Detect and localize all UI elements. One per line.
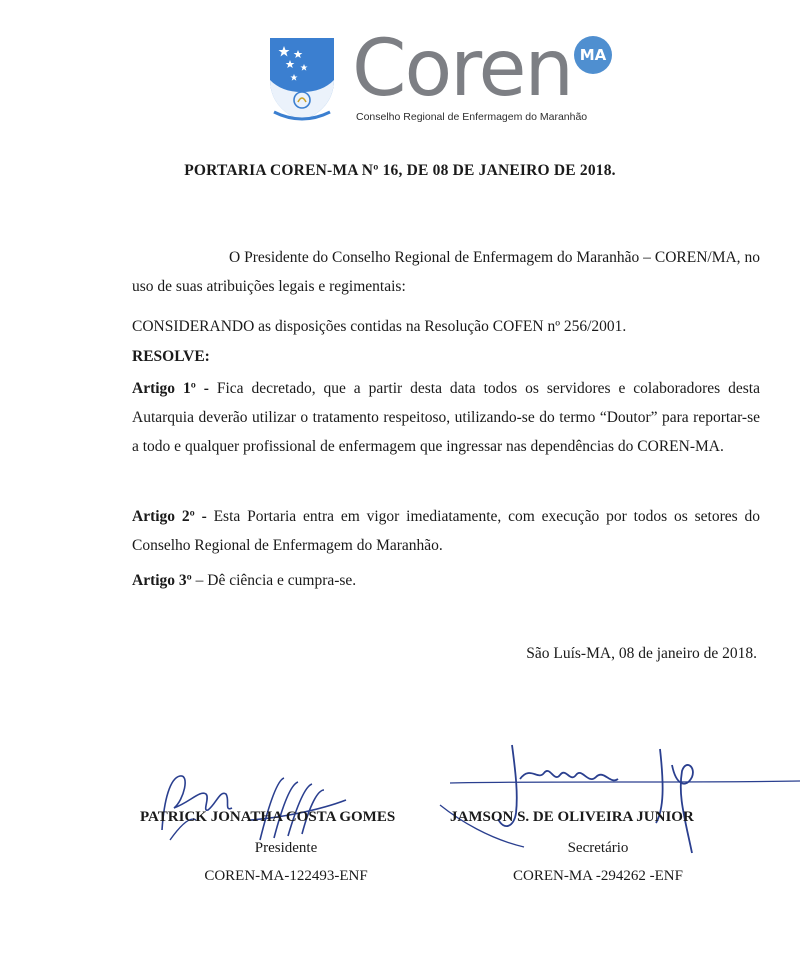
coren-logo [268,24,628,130]
president-role: Presidente [254,840,318,856]
president-name: PATRICK JONATHA COSTA GOMES [140,809,396,825]
brand-badge: MA [574,36,612,74]
considerando-paragraph: CONSIDERANDO as disposições contidas na Resolução COFEN nº 256/2001. [132,318,627,335]
article-3-label: Artigo 3º [132,572,192,589]
president-signature [150,760,360,850]
intro-paragraph: O Presidente do Conselho Regional de Enfermagem do Maranhão – COREN/MA, no uso de suas atribuições legais e regimentais: [132,249,760,295]
secretary-role: Secretário [567,840,629,856]
article-1-text: Fica decretado, que a partir desta data todos os servidores e colaboradores desta Autarquia deverão utilizar o tratamento respeitoso, utilizando-se do termo “Doutor” para reportar-se a todo e qualquer profissional de enfermagem que ingressar nas dependências do COREN-MA. [132,380,760,455]
secretary-registration: COREN-MA -294262 -ENF [512,868,683,884]
coren-shield-icon [268,36,336,122]
president-registration: COREN-MA-122493-ENF [204,868,368,884]
brand-wordmark: Coren [352,24,572,114]
brand-tagline: Conselho Regional de Enfermagem do Maranhão [356,111,588,123]
article-1 [132,374,760,461]
article-2 [132,502,760,560]
article-2-label: Artigo 2º - [132,508,207,525]
article-1-label: Artigo 1º - [132,380,209,397]
article-3-text: – Dê ciência e cumpra-se. [191,572,357,589]
date-line: São Luís-MA, 08 de janeiro de 2018. [526,645,757,662]
article-2-text: Esta Portaria entra em vigor imediatamente, com execução por todos os setores do Conselho Regional de Enfermagem do Maranhão. [132,508,760,554]
secretary-name: JAMSON S. DE OLIVEIRA JUNIOR [450,809,694,825]
document-title: PORTARIA COREN-MA Nº 16, DE 08 DE JANEIRO DE 2018. [184,162,616,179]
article-3 [132,566,760,595]
resolve-heading: RESOLVE: [132,348,210,365]
